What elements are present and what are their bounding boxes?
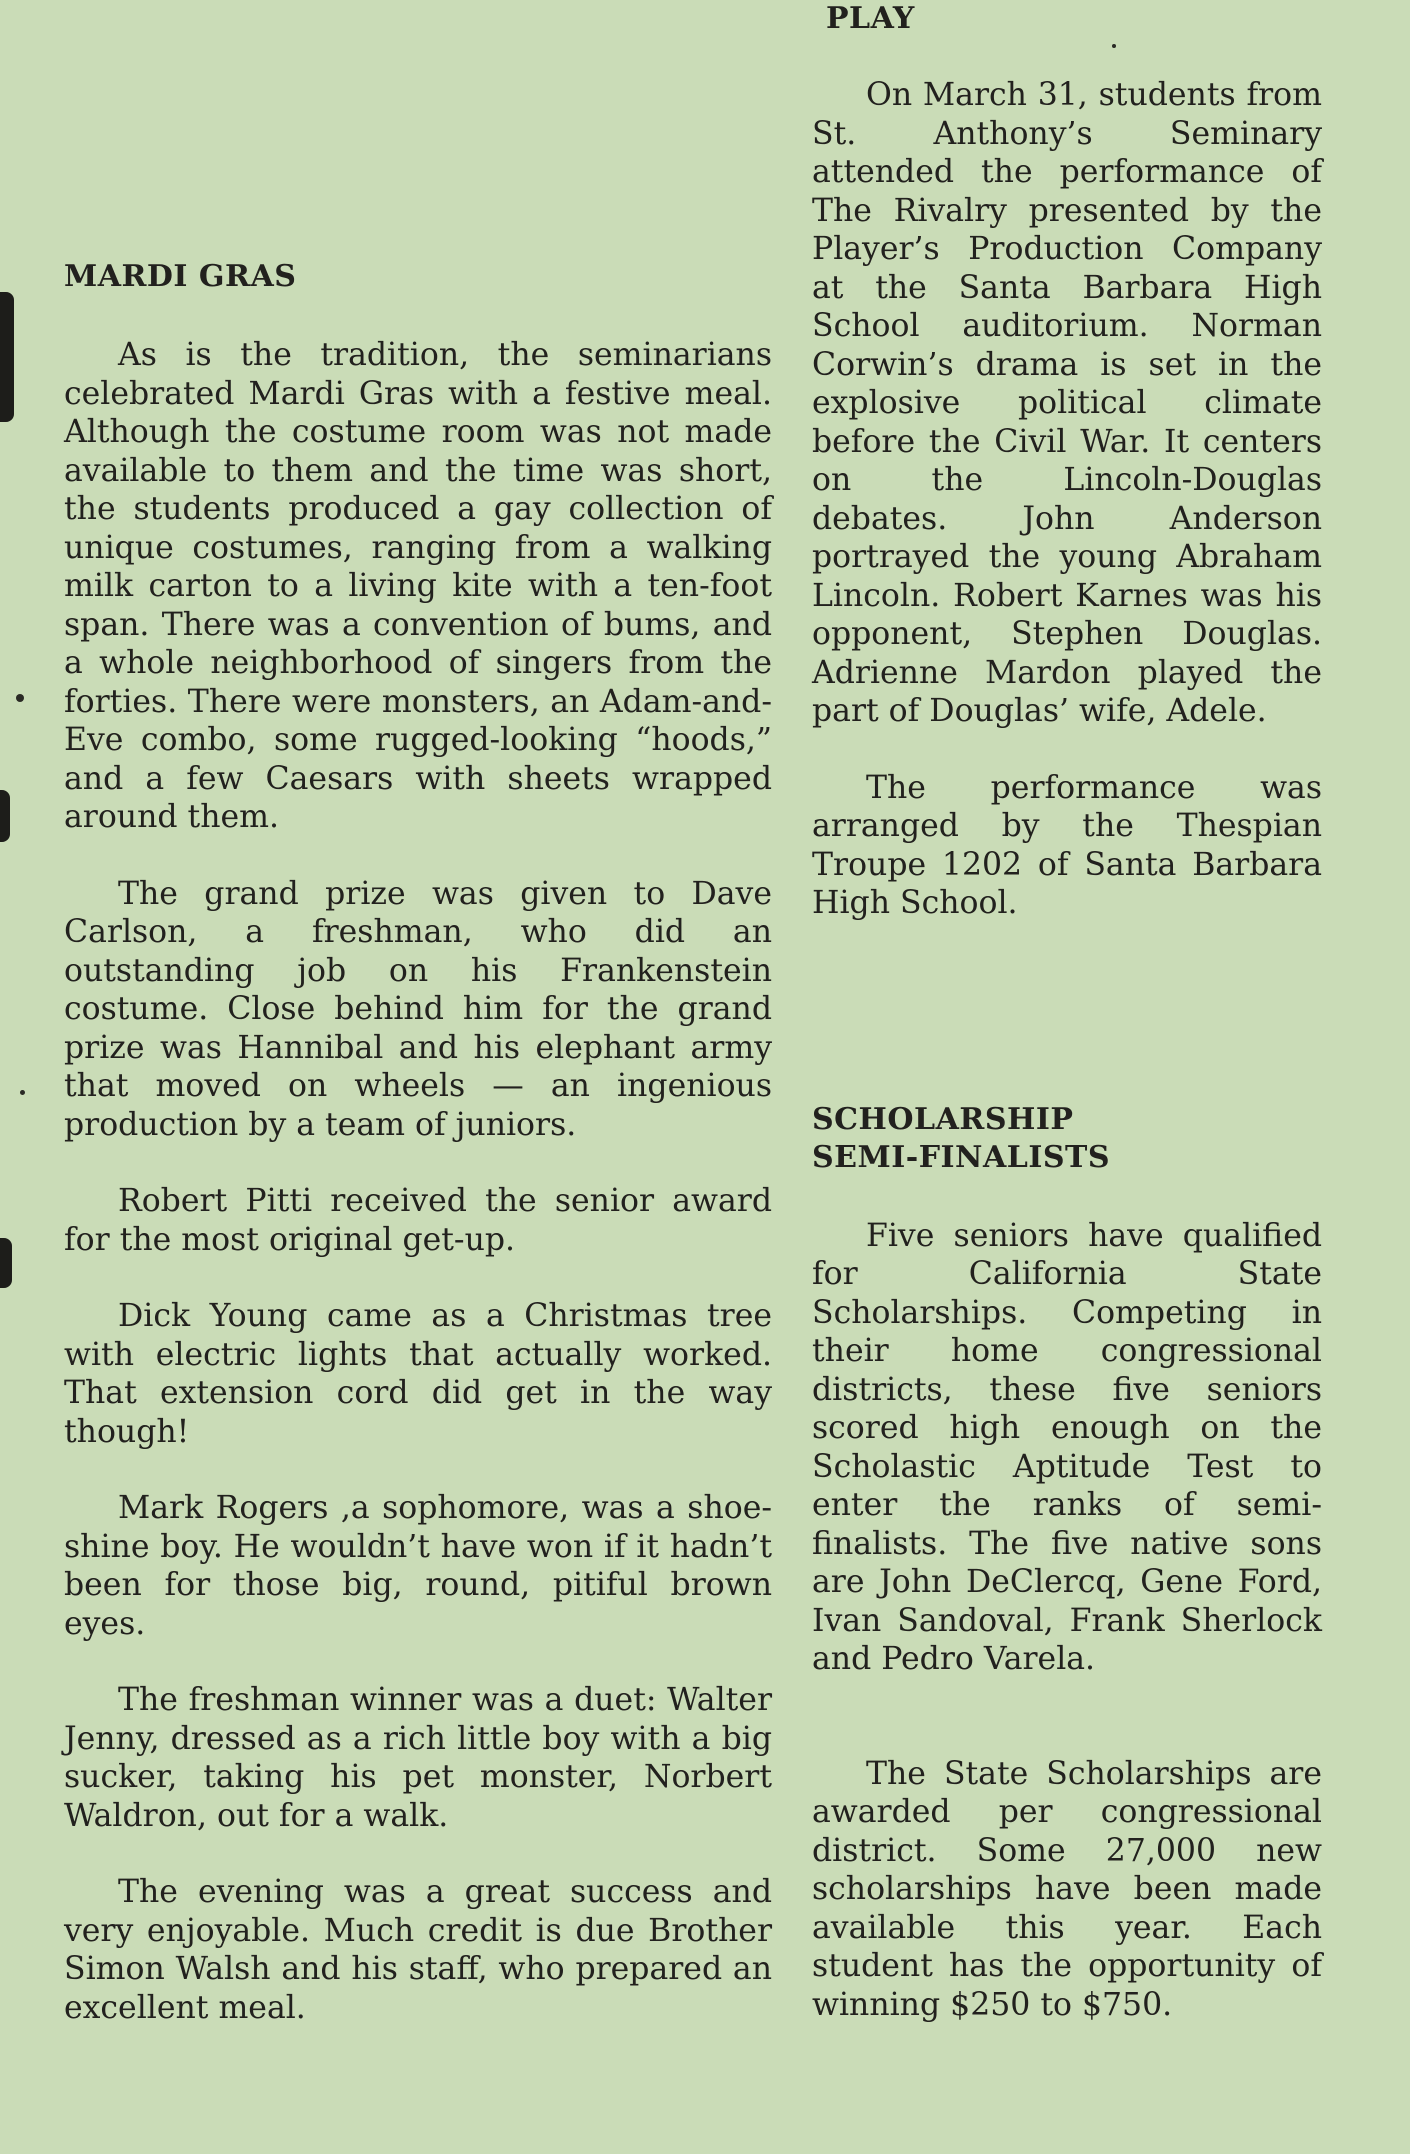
mardi-gras-paragraph: The grand prize was given to Dave Carlson, a freshman, who did an outstanding job on his Frankenstein costume. Close behind him for the grand prize was Hannibal and his elephant army that moved on wheels — an ingenious production by a team of juniors. — [64, 875, 772, 1143]
scholarship-paragraph: The State Scholarships are awarded per congressional district. Some 27,000 new scholarships have been made available this year. Each student has the opportunity of winning $250 to $750. — [812, 1755, 1322, 2023]
mardi-gras-paragraph: Mark Rogers ,a sophomore, was a shoe-shine boy. He wouldn’t have won if it hadn’t been for those big, round, pitiful brown eyes. — [64, 1490, 772, 1642]
scholarship-heading: SCHOLARSHIP SEMI-FINALISTS — [812, 1101, 1111, 1175]
mardi-gras-heading: MARDI GRAS — [64, 259, 297, 294]
mardi-gras-paragraph: Dick Young came as a Christmas tree with electric lights that actually worked. That extension cord did get in the way though! — [64, 1298, 772, 1450]
torn-edge-mark — [0, 790, 10, 842]
right-column — [812, 0, 1322, 2024]
mardi-gras-paragraph: As is the tradition, the seminarians celebrated Mardi Gras with a festive meal. Although the costume room was not made available to them and the time was short, the students produced a gay collection of unique costumes, ranging from a walking milk carton to a living kite with a ten-foot span. There was a convention of bums, and a whole neighborhood of singers from the forties. There were monsters, an Adam-and-Eve combo, some rugged-looking “hoods,” and a few Caesars with sheets wrapped around them. — [64, 337, 772, 835]
play-paragraph: On March 31, students from St. Anthony’s Seminary attended the performance of The Rivalry presented by the Player’s Production Company at the Santa Barbara High School auditorium. Norman Corwin’s drama is set in the explosive political climate before the Civil War. It centers on the Lincoln-Douglas debates. John Anderson portrayed the young Abraham Lincoln. Robert Karnes was his opponent, Stephen Douglas. Adrienne Mardon played the part of Douglas’ wife, Adele. — [812, 77, 1322, 729]
mardi-gras-paragraph: Robert Pitti received the senior award for the most original get-up. — [64, 1183, 772, 1258]
torn-edge-mark — [0, 292, 14, 422]
scholarship-paragraph: Five seniors have qualified for California State Scholarships. Competing in their home congressional districts, these five seniors scored high enough on the Scholastic Aptitude Test to enter the ranks of semi-finalists. The five native sons are John DeClercq, Gene Ford, Ivan Sandoval, Frank Sherlock and Pedro Varela. — [812, 1217, 1322, 1677]
torn-edge-mark — [0, 1238, 12, 1288]
mardi-gras-paragraph: The evening was a great success and very enjoyable. Much credit is due Brother Simon Walsh and his staff, who prepared an excellent meal. — [64, 1874, 772, 2026]
speck — [20, 1090, 25, 1095]
play-paragraph: The performance was arranged by the Thespian Troupe 1202 of Santa Barbara High School. — [812, 769, 1322, 921]
mardi-gras-paragraph: The freshman winner was a duet: Walter Jenny, dressed as a rich little boy with a big sucker, taking his pet monster, Norbert Waldron, out for a walk. — [64, 1682, 772, 1834]
speck — [16, 694, 24, 702]
left-column — [64, 258, 772, 2027]
play-heading: PLAY — [826, 1, 915, 36]
